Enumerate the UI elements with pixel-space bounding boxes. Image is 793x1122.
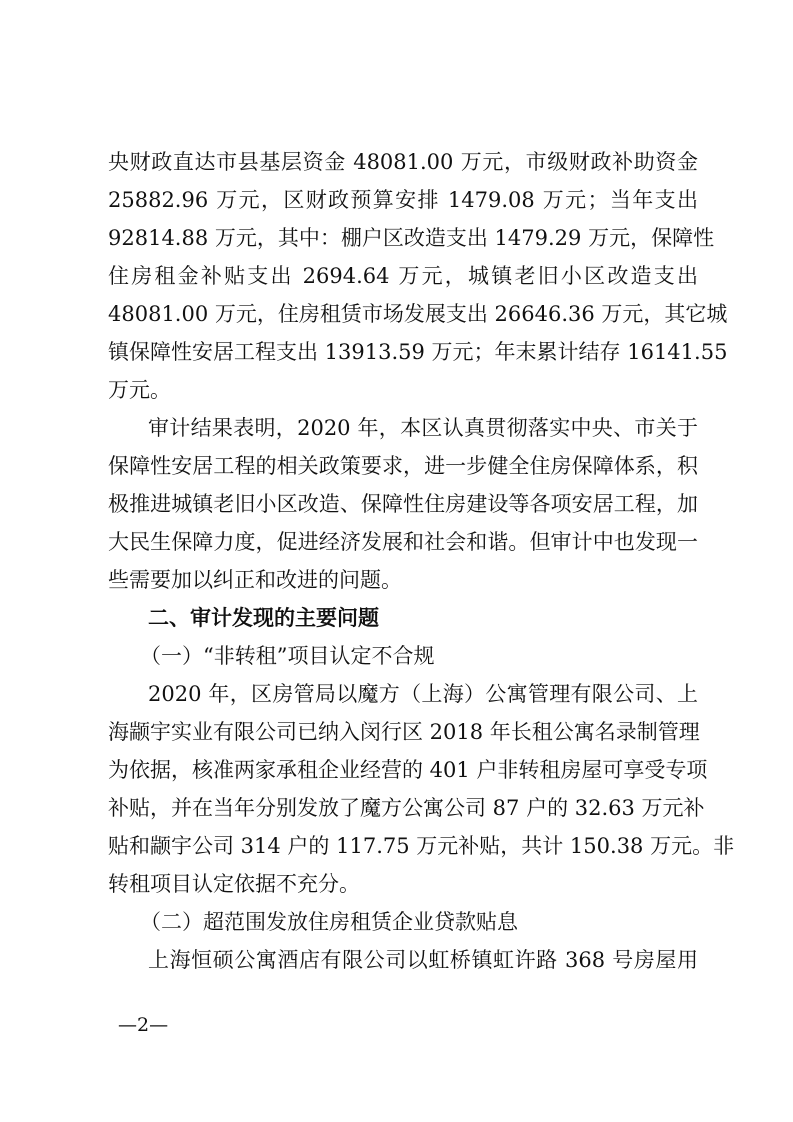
paragraph-line: 镇保障性安居工程支出 13913.59 万元；年末累计结存 16141.55 bbox=[108, 340, 728, 364]
paragraph-line: 万元。 bbox=[108, 378, 171, 402]
paragraph-line: 为依据，核准两家承租企业经营的 401 户非转租房屋可享受专项 bbox=[108, 758, 708, 782]
paragraph-line: 审计结果表明，2020 年，本区认真贯彻落实中央、市关于 bbox=[148, 416, 698, 440]
paragraph-line: 央财政直达市县基层资金 48081.00 万元，市级财政补助资金 bbox=[108, 150, 698, 174]
paragraph-line: 转租项目认定依据不充分。 bbox=[108, 872, 360, 896]
paragraph-line: 25882.96 万元，区财政预算安排 1479.08 万元；当年支出 bbox=[108, 188, 698, 212]
paragraph-line: 上海恒硕公寓酒店有限公司以虹桥镇虹许路 368 号房屋用 bbox=[148, 948, 698, 972]
section-heading: 二、审计发现的主要问题 bbox=[148, 606, 379, 630]
paragraph-line: 2020 年，区房管局以魔方（上海）公寓管理有限公司、上 bbox=[148, 682, 698, 706]
paragraph-line: 48081.00 万元，住房租赁市场发展支出 26646.36 万元，其它城 bbox=[108, 302, 728, 326]
paragraph-line: 贴和颛宇公司 314 户的 117.75 万元补贴，共计 150.38 万元。非 bbox=[108, 834, 735, 858]
paragraph-line: 海颛宇实业有限公司已纳入闵行区 2018 年长租公寓名录制管理 bbox=[108, 720, 700, 744]
paragraph-line: 极推进城镇老旧小区改造、保障性住房建设等各项安居工程，加 bbox=[108, 492, 698, 516]
subsection-heading: （二）超范围发放住房租赁企业贷款贴息 bbox=[140, 910, 518, 934]
paragraph-line: 大民生保障力度，促进经济发展和社会和谐。但审计中也发现一 bbox=[108, 530, 698, 554]
subsection-heading: （一）“非转租”项目认定不合规 bbox=[140, 644, 435, 668]
paragraph-line: 保障性安居工程的相关政策要求，进一步健全住房保障体系，积 bbox=[108, 454, 698, 478]
page-number: —2— bbox=[118, 1014, 169, 1036]
paragraph-line: 92814.88 万元，其中：棚户区改造支出 1479.29 万元，保障性 bbox=[108, 226, 715, 250]
paragraph-line: 些需要加以纠正和改进的问题。 bbox=[108, 568, 402, 592]
paragraph-line: 住房租金补贴支出 2694.64 万元，城镇老旧小区改造支出 bbox=[108, 264, 698, 288]
paragraph-line: 补贴，并在当年分别发放了魔方公寓公司 87 户的 32.63 万元补 bbox=[108, 796, 705, 820]
